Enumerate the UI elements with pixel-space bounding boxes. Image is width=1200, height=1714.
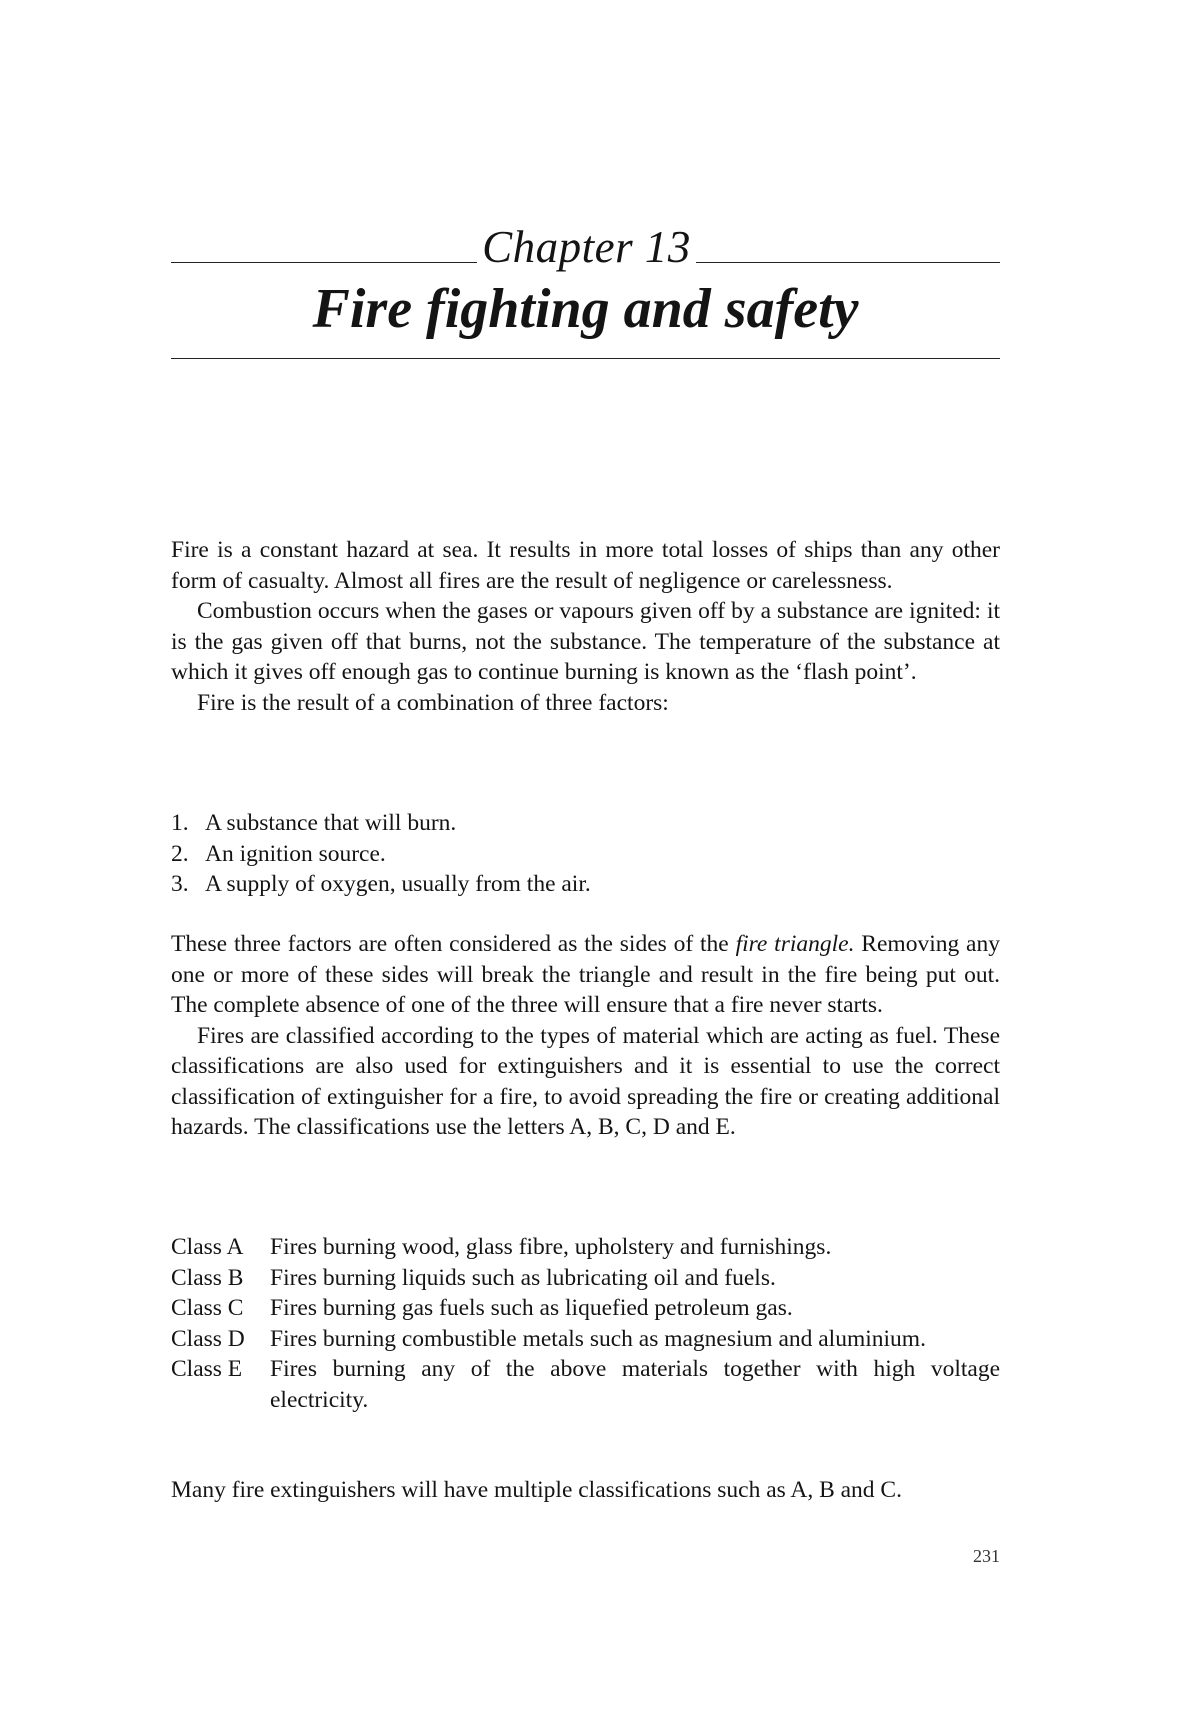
- title-rule: [171, 358, 1000, 359]
- closing-text: [171, 1475, 1000, 1506]
- paragraph-three-factors: Fire is the result of a combination of three factors:: [197, 689, 669, 716]
- class-description: Fires burning gas fuels such as liquefied petroleum gas.: [270, 1295, 793, 1321]
- class-row: [171, 1263, 1000, 1294]
- class-label: Class D: [171, 1325, 245, 1352]
- class-description: Fires burning any of the above materials together with high voltage electricity.: [270, 1356, 1000, 1413]
- class-description: Fires burning combustible metals such as magnesium and aluminium.: [270, 1325, 926, 1352]
- page-number: 231: [973, 1546, 1000, 1566]
- paragraph-multiple-classifications: Many fire extinguishers will have multiple classifications such as A, B and C.: [171, 1477, 902, 1503]
- class-row: [171, 1293, 1000, 1324]
- list-item-number: 2.: [171, 840, 189, 867]
- chapter-title: Fire fighting and safety: [312, 278, 859, 340]
- triangle-text-before: These three factors are often considered as the sides of the: [171, 931, 736, 957]
- class-row: [171, 1232, 1000, 1263]
- list-item: [171, 839, 1000, 870]
- class-description: Fires burning liquids such as lubricating oil and fuels.: [270, 1264, 776, 1291]
- fire-classes-list: [171, 1232, 1000, 1415]
- triangle-text: [171, 929, 1000, 1143]
- paragraph-fire-triangle: [171, 929, 1000, 1021]
- intro-text: [171, 535, 1000, 718]
- list-item-number: 1.: [171, 810, 189, 836]
- list-item-number: 3.: [171, 871, 189, 897]
- factors-list: [171, 808, 1000, 900]
- class-description: Fires burning wood, glass fibre, upholstery and furnishings.: [270, 1234, 832, 1260]
- chapter-rule-left: [171, 262, 477, 263]
- chapter-label: Chapter 13: [482, 222, 691, 272]
- list-item: [171, 869, 1000, 900]
- chapter-rule-right: [696, 262, 1000, 263]
- class-row: [171, 1324, 1000, 1355]
- triangle-text-after: Removing any one or more of these sides will break the triangle and result in the fire being put out. The complete absence of one of the three will ensure that a fire never starts.: [171, 931, 1000, 1018]
- paragraph-combustion: Combustion occurs when the gases or vapours given off by a substance are ignited: it is the gas given off that burns, not the substance. The temperature of the substance at which it gives off enough gas to continue burning is known as the ‘flash point’.: [171, 598, 1000, 685]
- class-label: Class A: [171, 1234, 244, 1260]
- class-label: Class B: [171, 1264, 244, 1291]
- list-item-text: An ignition source.: [205, 840, 386, 867]
- paragraph-hazard: Fire is a constant hazard at sea. It results in more total losses of ships than any other form of casualty. Almost all fires are the result of negligence or carelessness.: [171, 537, 1000, 594]
- fire-triangle-term: fire triangle.: [735, 931, 855, 957]
- list-item: [171, 808, 1000, 839]
- chapter-heading: [171, 222, 1000, 282]
- list-item-text: A substance that will burn.: [205, 810, 457, 836]
- list-item-text: A supply of oxygen, usually from the air.: [205, 871, 591, 897]
- class-row: [171, 1354, 1000, 1415]
- class-label: Class C: [171, 1295, 244, 1321]
- class-label: Class E: [171, 1356, 243, 1382]
- paragraph-classification: Fires are classified according to the types of material which are acting as fuel. These classifications are also used for extinguishers and it is essential to use the correct classification of extinguisher for a fire, to avoid spreading the fire or creating additional hazards. The classifications use the letters A, B, C, D and E.: [171, 1022, 1000, 1140]
